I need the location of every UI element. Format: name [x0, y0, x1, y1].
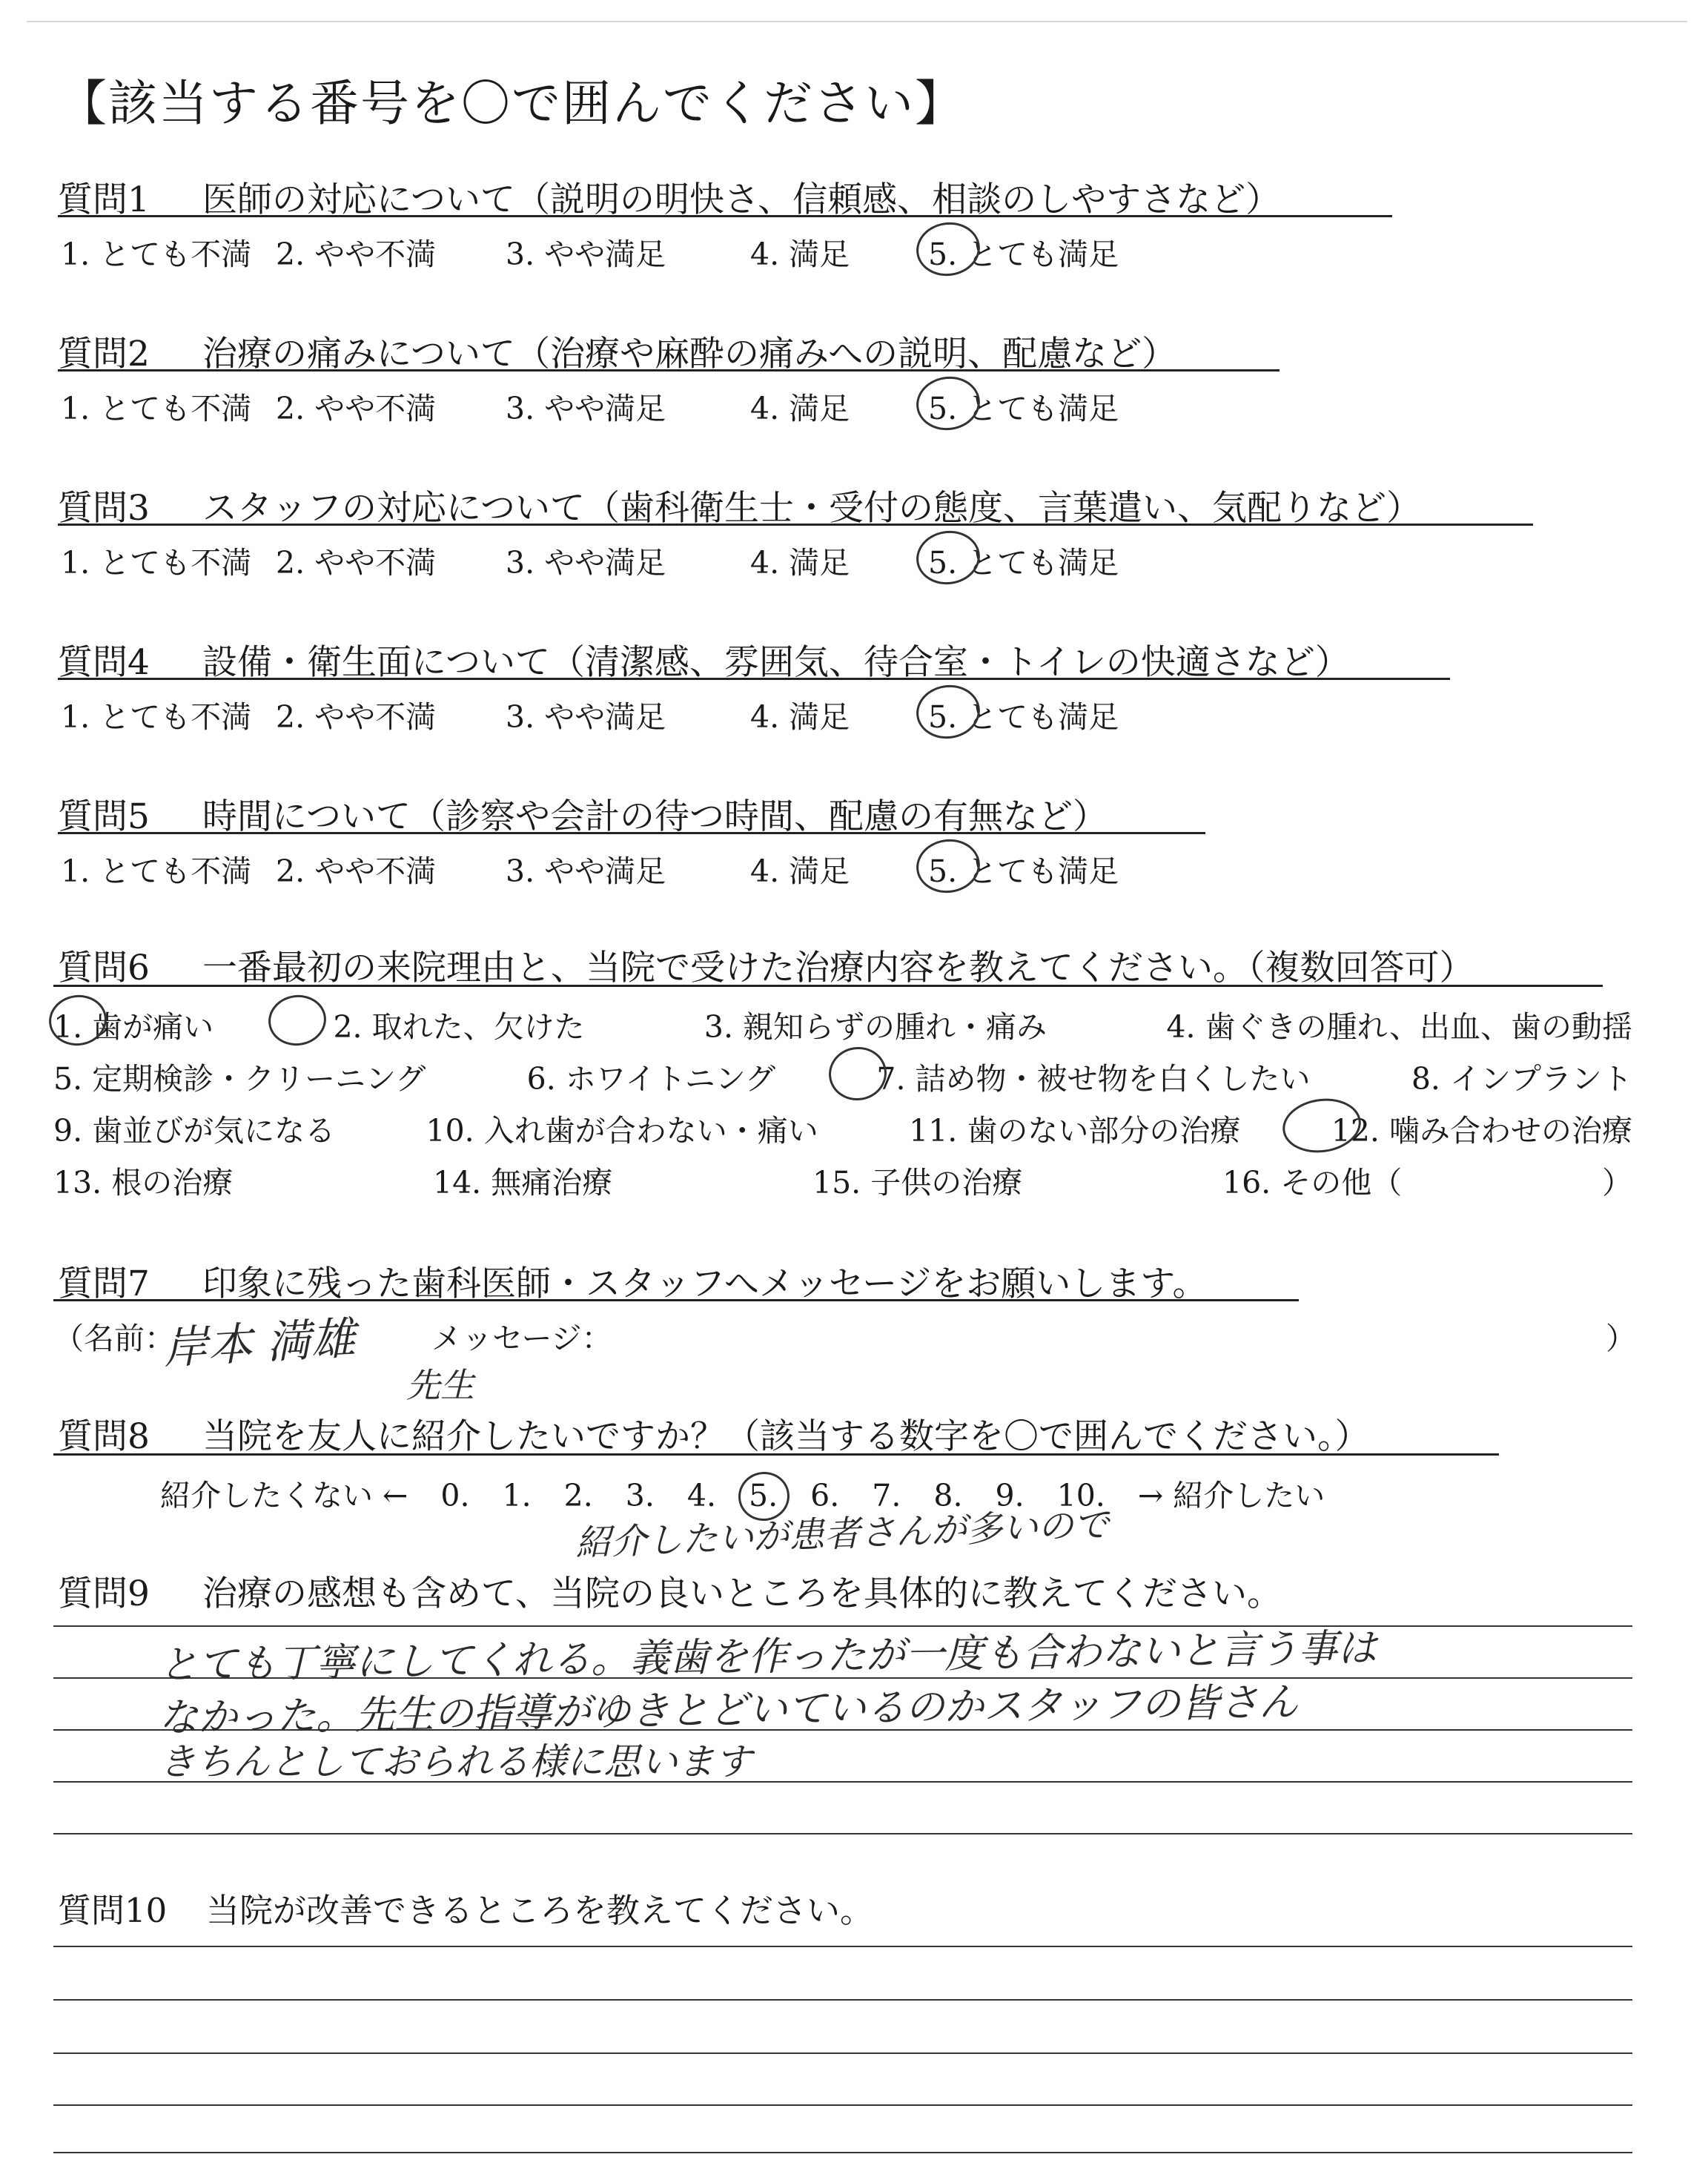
- q10-answer-line: [53, 1999, 1632, 2001]
- message-label: メッセージ：: [431, 1321, 612, 1356]
- option-2[interactable]: 2. やや不満: [276, 391, 437, 426]
- option-2[interactable]: 2. やや不満: [276, 237, 437, 272]
- q6-option[interactable]: 16. その他（: [1222, 1165, 1403, 1200]
- scale-number-2[interactable]: 2.: [563, 1478, 593, 1513]
- q6-option[interactable]: 11. 歯のない部分の治療: [909, 1113, 1241, 1149]
- option-1[interactable]: 1. とても不満: [61, 237, 252, 272]
- question-4-number: 質問4: [58, 642, 150, 683]
- option-2[interactable]: 2. やや不満: [276, 699, 437, 735]
- question-2-heading: [58, 326, 1176, 376]
- option-3[interactable]: 3. やや満足: [506, 545, 666, 581]
- scale-left-label: 紹介したくない ←: [160, 1478, 408, 1513]
- option-3[interactable]: 3. やや満足: [506, 699, 666, 735]
- q6-option[interactable]: 14. 無痛治療: [433, 1165, 613, 1200]
- question-10-number: 質問10: [58, 1891, 168, 1930]
- q9-handwritten-line-2: なかった。先生の指導がゆきとどいているのかスタッフの皆さん: [158, 1680, 1299, 1741]
- option-5[interactable]: 5. とても満足: [928, 391, 1119, 426]
- name-label: （名前：: [53, 1321, 175, 1356]
- option-4[interactable]: 4. 満足: [750, 237, 850, 272]
- question-8-text: 当院を友人に紹介したいですか？（該当する数字を〇で囲んでください。）: [202, 1416, 1370, 1457]
- q10-answer-line: [53, 2152, 1632, 2153]
- question-8-underline: [53, 1453, 1499, 1456]
- q6-option[interactable]: 1. 歯が痛い: [53, 1009, 214, 1045]
- q10-answer-line: [53, 1946, 1632, 1947]
- scale-number-5[interactable]: 5.: [749, 1478, 778, 1513]
- q6-option[interactable]: 2. 取れた、欠けた: [333, 1009, 585, 1045]
- scale-number-0[interactable]: 0.: [440, 1478, 470, 1513]
- option-3[interactable]: 3. やや満足: [506, 391, 666, 426]
- question-2-text: 治療の痛みについて（治療や麻酔の痛みへの説明、配慮など）: [202, 334, 1177, 374]
- question-5-number: 質問5: [58, 796, 150, 837]
- q6-option[interactable]: 13. 根の治療: [53, 1165, 234, 1200]
- q6-option[interactable]: 10. 入れ歯が合わない・痛い: [426, 1113, 818, 1149]
- option-3[interactable]: 3. やや満足: [506, 853, 666, 889]
- option-3[interactable]: 3. やや満足: [506, 237, 666, 272]
- question-6-row-4: [53, 1158, 1632, 1202]
- scale-number-10[interactable]: 10.: [1056, 1478, 1105, 1513]
- question-7-underline: [53, 1299, 1299, 1301]
- question-10-heading: [58, 1883, 873, 1932]
- q9-handwritten-line-1: とても丁寧にしてくれる。義歯を作ったが一度も合わないと言う事は: [158, 1625, 1377, 1688]
- question-6-number: 質問6: [58, 948, 150, 988]
- q10-answer-line: [53, 2052, 1632, 2054]
- question-3-underline: [58, 524, 1533, 526]
- question-7-heading: [58, 1256, 1207, 1306]
- option-2[interactable]: 2. やや不満: [276, 853, 437, 889]
- q6-option[interactable]: 5. 定期検診・クリーニング: [53, 1061, 426, 1097]
- scale-number-4[interactable]: 4.: [686, 1478, 717, 1513]
- question-1-underline: [58, 215, 1392, 217]
- q6-option[interactable]: ）: [1602, 1165, 1632, 1200]
- handwritten-name: 岸本 満雄: [162, 1312, 357, 1375]
- option-1[interactable]: 1. とても不満: [61, 391, 252, 426]
- question-5-underline: [58, 832, 1205, 834]
- handwritten-title: 先生: [406, 1365, 474, 1405]
- scale-number-7[interactable]: 7.: [872, 1478, 901, 1513]
- question-4-heading: [58, 635, 1350, 684]
- option-1[interactable]: 1. とても不満: [61, 699, 252, 735]
- option-1[interactable]: 1. とても不満: [61, 853, 252, 889]
- scale-number-3[interactable]: 3.: [625, 1478, 655, 1513]
- q6-option[interactable]: 4. 歯ぐきの腫れ、出血、歯の動揺: [1166, 1009, 1632, 1045]
- question-6-underline: [53, 985, 1603, 987]
- option-5[interactable]: 5. とても満足: [928, 237, 1119, 272]
- option-5[interactable]: 5. とても満足: [928, 853, 1119, 889]
- question-6-text: 一番最初の来院理由と、当院で受けた治療内容を教えてください。（複数回答可）: [202, 948, 1474, 988]
- scale-number-6[interactable]: 6.: [810, 1478, 840, 1513]
- scale-number-1[interactable]: 1.: [502, 1478, 532, 1513]
- message-form-close: ）: [1606, 1321, 1636, 1356]
- scan-edge: [27, 21, 1687, 22]
- q6-option[interactable]: 6. ホワイトニング: [526, 1061, 776, 1097]
- scale-number-8[interactable]: 8.: [933, 1478, 963, 1513]
- option-2[interactable]: 2. やや不満: [276, 545, 437, 581]
- q6-option[interactable]: 3. 親知らずの腫れ・痛み: [704, 1009, 1047, 1045]
- question-8-heading: [58, 1409, 1370, 1459]
- question-4-text: 設備・衛生面について（清潔感、雰囲気、待合室・トイレの快適さなど）: [202, 642, 1350, 683]
- question-3-text: スタッフの対応について（歯科衛生士・受付の態度、言葉遣い、気配りなど）: [202, 488, 1422, 529]
- question-5-heading: [58, 789, 1108, 839]
- option-4[interactable]: 4. 満足: [750, 853, 850, 889]
- question-9-number: 質問9: [58, 1573, 150, 1614]
- q9-answer-line: [53, 1833, 1632, 1834]
- q6-option[interactable]: 15. 子供の治療: [812, 1165, 1023, 1200]
- question-10-text: 当院が改善できるところを教えてください。: [206, 1891, 874, 1930]
- question-7-text: 印象に残った歯科医師・スタッフへメッセージをお願いします。: [202, 1264, 1208, 1304]
- q9-handwritten-line-3: きちんとしておられる様に思います: [159, 1740, 752, 1783]
- question-2-number: 質問2: [58, 334, 150, 374]
- question-3-heading: [58, 480, 1421, 530]
- question-1-heading: [58, 172, 1280, 222]
- question-2-underline: [58, 369, 1280, 371]
- option-5[interactable]: 5. とても満足: [928, 699, 1119, 735]
- question-6-heading: [58, 940, 1474, 990]
- question-3-number: 質問3: [58, 488, 150, 529]
- option-5[interactable]: 5. とても満足: [928, 545, 1119, 581]
- q6-option[interactable]: 12. 噛み合わせの治療: [1331, 1113, 1632, 1149]
- question-5-text: 時間について（診察や会計の待つ時間、配慮の有無など）: [202, 796, 1108, 837]
- question-6-row-3: [53, 1106, 1632, 1150]
- option-4[interactable]: 4. 満足: [750, 545, 850, 581]
- scale-right-label: → 紹介したい: [1137, 1478, 1325, 1513]
- handwritten-referral-note: 紹介したいが患者さんが多いので: [575, 1504, 1110, 1565]
- question-1-text: 医師の対応について（説明の明快さ、信頼感、相談のしやすさなど）: [202, 179, 1281, 220]
- question-9-text: 治療の感想も含めて、当院の良いところを具体的に教えてください。: [202, 1573, 1282, 1614]
- question-7-number: 質問7: [58, 1264, 150, 1304]
- q6-option[interactable]: 8. インプラント: [1411, 1061, 1632, 1097]
- q6-option[interactable]: 7. 詰め物・被せ物を白くしたい: [876, 1061, 1311, 1097]
- option-4[interactable]: 4. 満足: [750, 391, 850, 426]
- option-1[interactable]: 1. とても不満: [61, 545, 252, 581]
- form-title: 【該当する番号を〇で囲んでください】: [58, 75, 965, 132]
- q10-answer-line: [53, 2104, 1632, 2106]
- scale-number-9[interactable]: 9.: [995, 1478, 1025, 1513]
- question-8-number: 質問8: [58, 1416, 150, 1457]
- question-4-underline: [58, 678, 1450, 680]
- q6-option[interactable]: 9. 歯並びが気になる: [53, 1113, 336, 1149]
- option-4[interactable]: 4. 満足: [750, 699, 850, 735]
- question-1-number: 質問1: [58, 179, 150, 220]
- question-9-heading: [58, 1566, 1282, 1616]
